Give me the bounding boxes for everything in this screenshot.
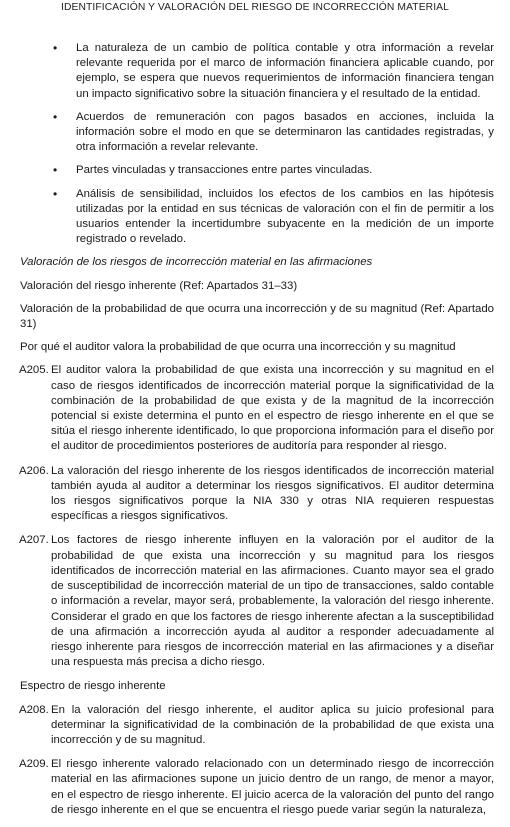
paragraph-text: El auditor valora la probabilidad de que exista una incorrección y su magnitud en el caso de riesgos identificados de incorrección material porque la significatividad de la combinación de la probabilidad de que exista y de la magnitud de la incorrección potencial si existe determina el punto en el espectro de riesgo inherente en el que se sitúa el riesgo inherente identificado, lo que proporciona información para el diseño por el auditor de procedimientos posteriores de auditoría para responder al riesgo. [51,364,494,453]
page-content [20,41,494,827]
numbered-paragraph [20,464,494,525]
bullet-dot-icon: • [53,109,58,124]
numbered-paragraph [20,703,494,749]
paragraph-text: El riesgo inherente valorado relacionado con un determinado riesgo de incorrección material en las afirmaciones supone un juicio dentro de un rango, de menor a mayor, en el espectro de riesgo inherente. El juicio acerca de la valoración del punto del rango de riesgo inherente en el que se encuentra el riesgo puede variar según la naturaleza, [51,758,494,816]
bullet-text: Acuerdos de remuneración con pagos basados en acciones, incluida la información sobre el modo en que se determinaron las cantidades registradas, y otra información a revelar relevante. [76,110,494,154]
paragraph-number: A206. [19,464,49,477]
bullet-item [20,110,494,156]
bullet-dot-icon: • [53,163,58,178]
bullet-text: Análisis de sensibilidad, incluidos los efectos de los cambios en las hipótesis utilizadas por la entidad en sus técnicas de valoración con el fin de permitir a los usuarios entender la incertidumbre subyacente en la medición de un importe registrado o revelado. [76,187,494,246]
numbered-paragraph [20,363,494,454]
section-heading: Valoración de los riesgos de incorrección material en las afirmaciones [20,256,373,269]
paragraph-text: Los factores de riesgo inherente influyen en la valoración por el auditor de la probabilidad de que exista una incorrección y su magnitud para los riesgos identificados de incorrección material en las afirmaciones. Cuanto mayor sea el grado de susceptibilidad de incorrección material de un tipo de transacciones, saldo contable o información a revelar, mayor será, probablemente, la valoración del riesgo inherente. Considerar el grado en que los factores de riesgo inherente afectan a la susceptibilidad de una afirmación a incorrección ayuda al auditor a responder adecuadamente al riesgo inherente para riesgos de incorrección material en las afirmaciones y a diseñar una respuesta más precisa a dicho riesgo. [51,534,494,669]
paragraph-number: A209. [19,758,49,771]
running-header: IDENTIFICACIÓN Y VALORACIÓN DEL RIESGO DE INCORRECCIÓN MATERIAL [61,2,449,13]
subsection-heading: Por qué el auditor valora la probabilidad de que ocurra una incorrección y su magnitud [20,341,456,354]
numbered-paragraph [20,757,494,818]
bullet-item [20,163,494,178]
bullet-text: Partes vinculadas y transacciones entre partes vinculadas. [76,164,373,177]
paragraph-text: En la valoración del riesgo inherente, el auditor aplica su juicio profesional para determinar la significatividad de la combinación de la probabilidad de que exista una incorrección y de su magnitud. [51,703,494,746]
numbered-paragraph [20,533,494,670]
bullet-item [20,187,494,248]
paragraph-number: A208. [19,703,49,716]
bullet-dot-icon: • [53,186,58,201]
paragraph-number: A205. [19,364,49,377]
bullet-text: La naturaleza de un cambio de política contable y otra información a revelar relevante requerida por el marco de información financiera aplicable cuando, por ejemplo, se espera que nuevos requerimientos de información financiera tengan un impacto significativo sobre la situación financiera y el resultado de la entidad. [76,42,494,100]
bullet-item [20,41,494,102]
bullet-dot-icon: • [53,41,58,55]
subsection-heading: Espectro de riesgo inherente [20,680,166,693]
subsection-heading: Valoración del riesgo inherente (Ref: Apartados 31–33) [20,279,298,292]
paragraph-number: A207. [19,534,49,547]
paragraph-text: La valoración del riesgo inherente de los riesgos identificados de incorrección material también ayuda al auditor a determinar los riesgos significativos. El auditor determina los riesgos significativos porque la NIA 330 y otras NIA requieren respuestas específicas a riesgos significativos. [51,464,494,523]
subsection-heading: Valoración de la probabilidad de que ocurra una incorrección y de su magnitud (Ref: Apartado 31) [20,302,494,331]
